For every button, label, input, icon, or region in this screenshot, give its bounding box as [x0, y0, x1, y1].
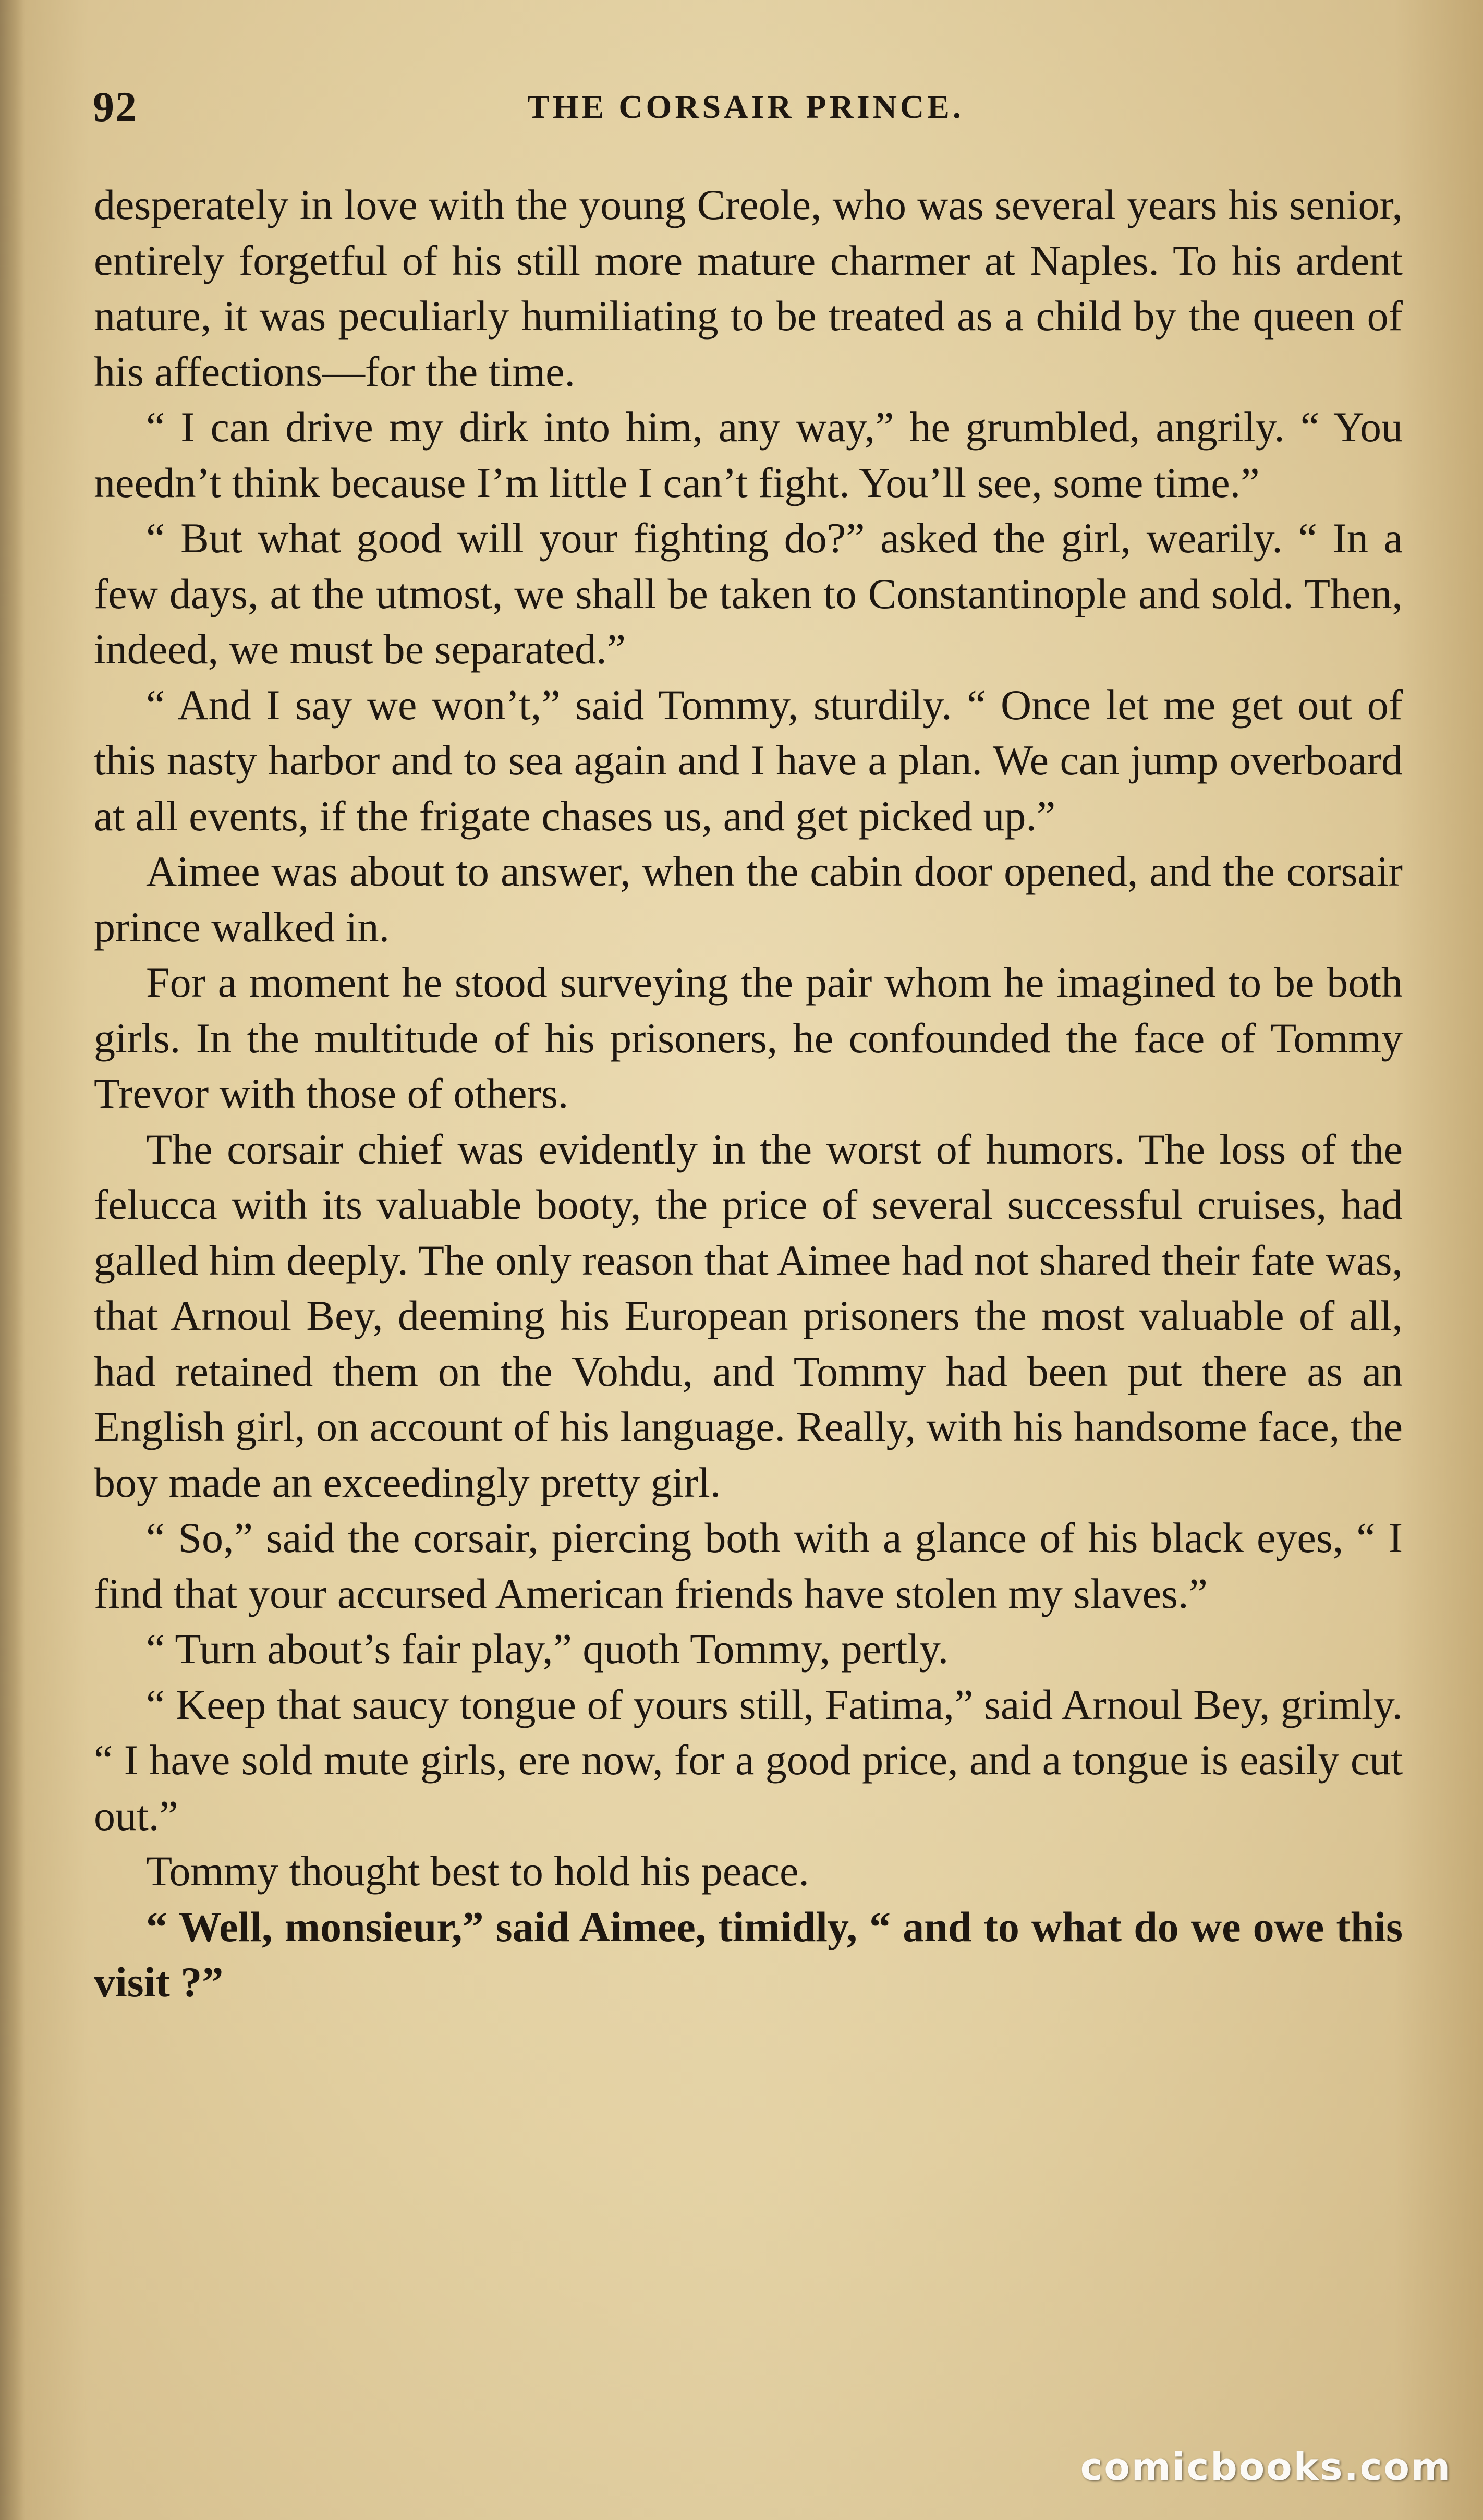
paragraph: desperately in love with the young Creole, who was several years his senior, entirely forgetful of his still more mature charmer at Naples. To his ardent nature, it was peculiarly humiliating to be treated as a child by the queen of his affections—for the time.: [94, 181, 1403, 395]
paragraph: “ I can drive my dirk into him, any way,” he grumbled, angrily. “ You needn’t think because I’m little I can’t fight. You’ll see, some time.”: [94, 403, 1403, 506]
page-binding-shadow: [0, 0, 25, 2520]
paragraph: Tommy thought best to hold his peace.: [146, 1847, 809, 1895]
paragraph: For a moment he stood surveying the pair whom he imagined to be both girls. In the multitude of his prisoners, he confounded the face of Tommy Trevor with those of others.: [94, 959, 1403, 1117]
running-title: THE CORSAIR PRINCE.: [527, 88, 964, 125]
paragraph: The corsair chief was evidently in the worst of humors. The loss of the felucca with its valuable booty, the price of several successful cruises, had galled him deeply. The only reason that Aimee had not shared their fate was, that Arnoul Bey, deeming his European prisoners the most valuable of all, had retained them on the Vohdu, and Tommy had been put there as an English girl, on account of his language. Really, with his handsome face, the boy made an exceedingly pretty girl.: [94, 1125, 1403, 1506]
paragraph: “ So,” said the corsair, piercing both with a glance of his black eyes, “ I find that your accursed American friends have stolen my slaves.”: [94, 1514, 1403, 1617]
paragraph: “ Keep that saucy tongue of yours still, Fatima,” said Arnoul Bey, grimly. “ I have sold mute girls, ere now, for a good price, and a tongue is easily cut out.”: [94, 1680, 1403, 1839]
page-number: 92: [93, 83, 138, 130]
paragraph: “ Turn about’s fair play,” quoth Tommy, pertly.: [146, 1625, 949, 1673]
paragraph: Aimee was about to answer, when the cabin door opened, and the corsair prince walked in.: [94, 847, 1403, 951]
paragraph: “ And I say we won’t,” said Tommy, sturdily. “ Once let me get out of this nasty harbor and to sea again and I have a plan. We can jump overboard at all events, if the frigate chases us, and get picked up.”: [94, 681, 1403, 840]
page-header: [78, 78, 1413, 136]
body-text: [94, 177, 1403, 2010]
paragraph: “ But what good will your fighting do?” asked the girl, wearily. “ In a few days, at the utmost, we shall be taken to Constantinople and sold. Then, indeed, we must be separated.”: [94, 514, 1403, 673]
watermark: comicbooks.com: [1080, 2445, 1452, 2489]
paragraph: “ Well, monsieur,” said Aimee, timidly, “ and to what do we owe this visit ?”: [94, 1903, 1403, 2006]
